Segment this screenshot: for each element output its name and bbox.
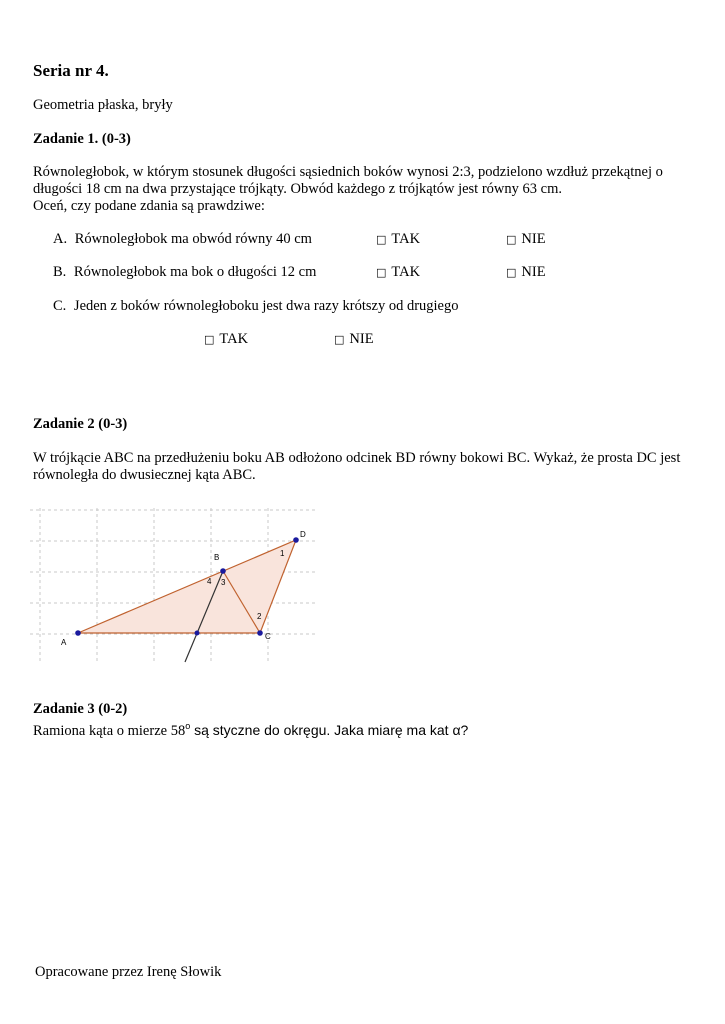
checkbox-icon: □	[506, 233, 517, 246]
label-C: C	[265, 632, 271, 641]
point-D	[293, 537, 299, 543]
checkbox-icon: □	[376, 266, 387, 279]
task3-text	[33, 718, 468, 740]
task1-text-line3: Oceń, czy podane zdania są prawdziwe:	[33, 198, 265, 214]
triangle-ADC	[78, 540, 296, 633]
option-b-tak[interactable]	[376, 264, 420, 281]
option-c-letter: C.	[53, 298, 67, 314]
label-D: D	[300, 530, 306, 539]
tak-label: TAK	[391, 264, 421, 280]
point-bisector-foot	[195, 631, 200, 636]
option-b	[53, 264, 316, 281]
option-b-letter: B.	[53, 264, 67, 280]
angle-label-1: 1	[280, 549, 285, 558]
degree-superscript: o	[185, 721, 191, 731]
label-B: B	[214, 553, 220, 562]
tak-label: TAK	[219, 331, 249, 347]
document-title: Seria nr 4.	[33, 61, 109, 80]
option-a-tak[interactable]	[376, 231, 420, 248]
point-A	[75, 630, 81, 636]
task3-heading: Zadanie 3 (0-2)	[33, 701, 128, 717]
checkbox-icon: □	[204, 333, 215, 346]
option-a-nie[interactable]	[506, 231, 546, 248]
task2-text-line2: równoległa do dwusiecznej kąta ABC.	[33, 467, 256, 483]
document-subtitle: Geometria płaska, bryły	[33, 97, 173, 113]
geometry-figure	[30, 498, 320, 664]
task2-text-line1: W trójkącie ABC na przedłużeniu boku AB odłożono odcinek BD równy bokowi BC. Wykaż, że prosta DC jest	[33, 450, 681, 466]
option-b-nie[interactable]	[506, 264, 546, 281]
task1-text-line2: długości 18 cm na dwa przystające trójkąty. Obwód każdego z trójkątów jest równy 63 cm.	[33, 181, 562, 197]
checkbox-icon: □	[334, 333, 345, 346]
option-c-tak[interactable]	[204, 331, 248, 348]
tak-label: TAK	[391, 231, 421, 247]
task3-text-before: Ramiona kąta o mierze 58	[33, 722, 186, 739]
task1-heading: Zadanie 1. (0-3)	[33, 131, 131, 147]
checkbox-icon: □	[376, 233, 387, 246]
option-a	[53, 231, 312, 248]
option-c-nie[interactable]	[334, 331, 374, 348]
option-c	[53, 298, 458, 315]
angle-label-4: 4	[207, 577, 212, 586]
task1-text-line1: Równoległobok, w którym stosunek długości sąsiednich boków wynosi 2:3, podzielono wzdłuż przekątnej o	[33, 164, 663, 180]
option-b-text: Równoległobok ma bok o długości 12 cm	[73, 264, 317, 280]
point-B	[220, 568, 226, 574]
nie-label: NIE	[521, 264, 546, 280]
option-a-letter: A.	[53, 231, 68, 247]
option-a-text: Równoległobok ma obwód równy 40 cm	[74, 231, 312, 247]
nie-label: NIE	[521, 231, 546, 247]
checkbox-icon: □	[506, 266, 517, 279]
angle-label-2: 2	[257, 612, 262, 621]
label-A: A	[61, 638, 67, 647]
angle-label-3: 3	[221, 578, 226, 587]
option-c-text: Jeden z boków równoległoboku jest dwa razy krótszy od drugiego	[73, 298, 459, 314]
point-C	[257, 630, 263, 636]
task3-text-after: są styczne do okręgu. Jaka miarę ma kat α?	[190, 721, 469, 738]
task2-heading: Zadanie 2 (0-3)	[33, 416, 128, 432]
footer-author: Opracowane przez Irenę Słowik	[35, 964, 222, 980]
nie-label: NIE	[349, 331, 374, 347]
